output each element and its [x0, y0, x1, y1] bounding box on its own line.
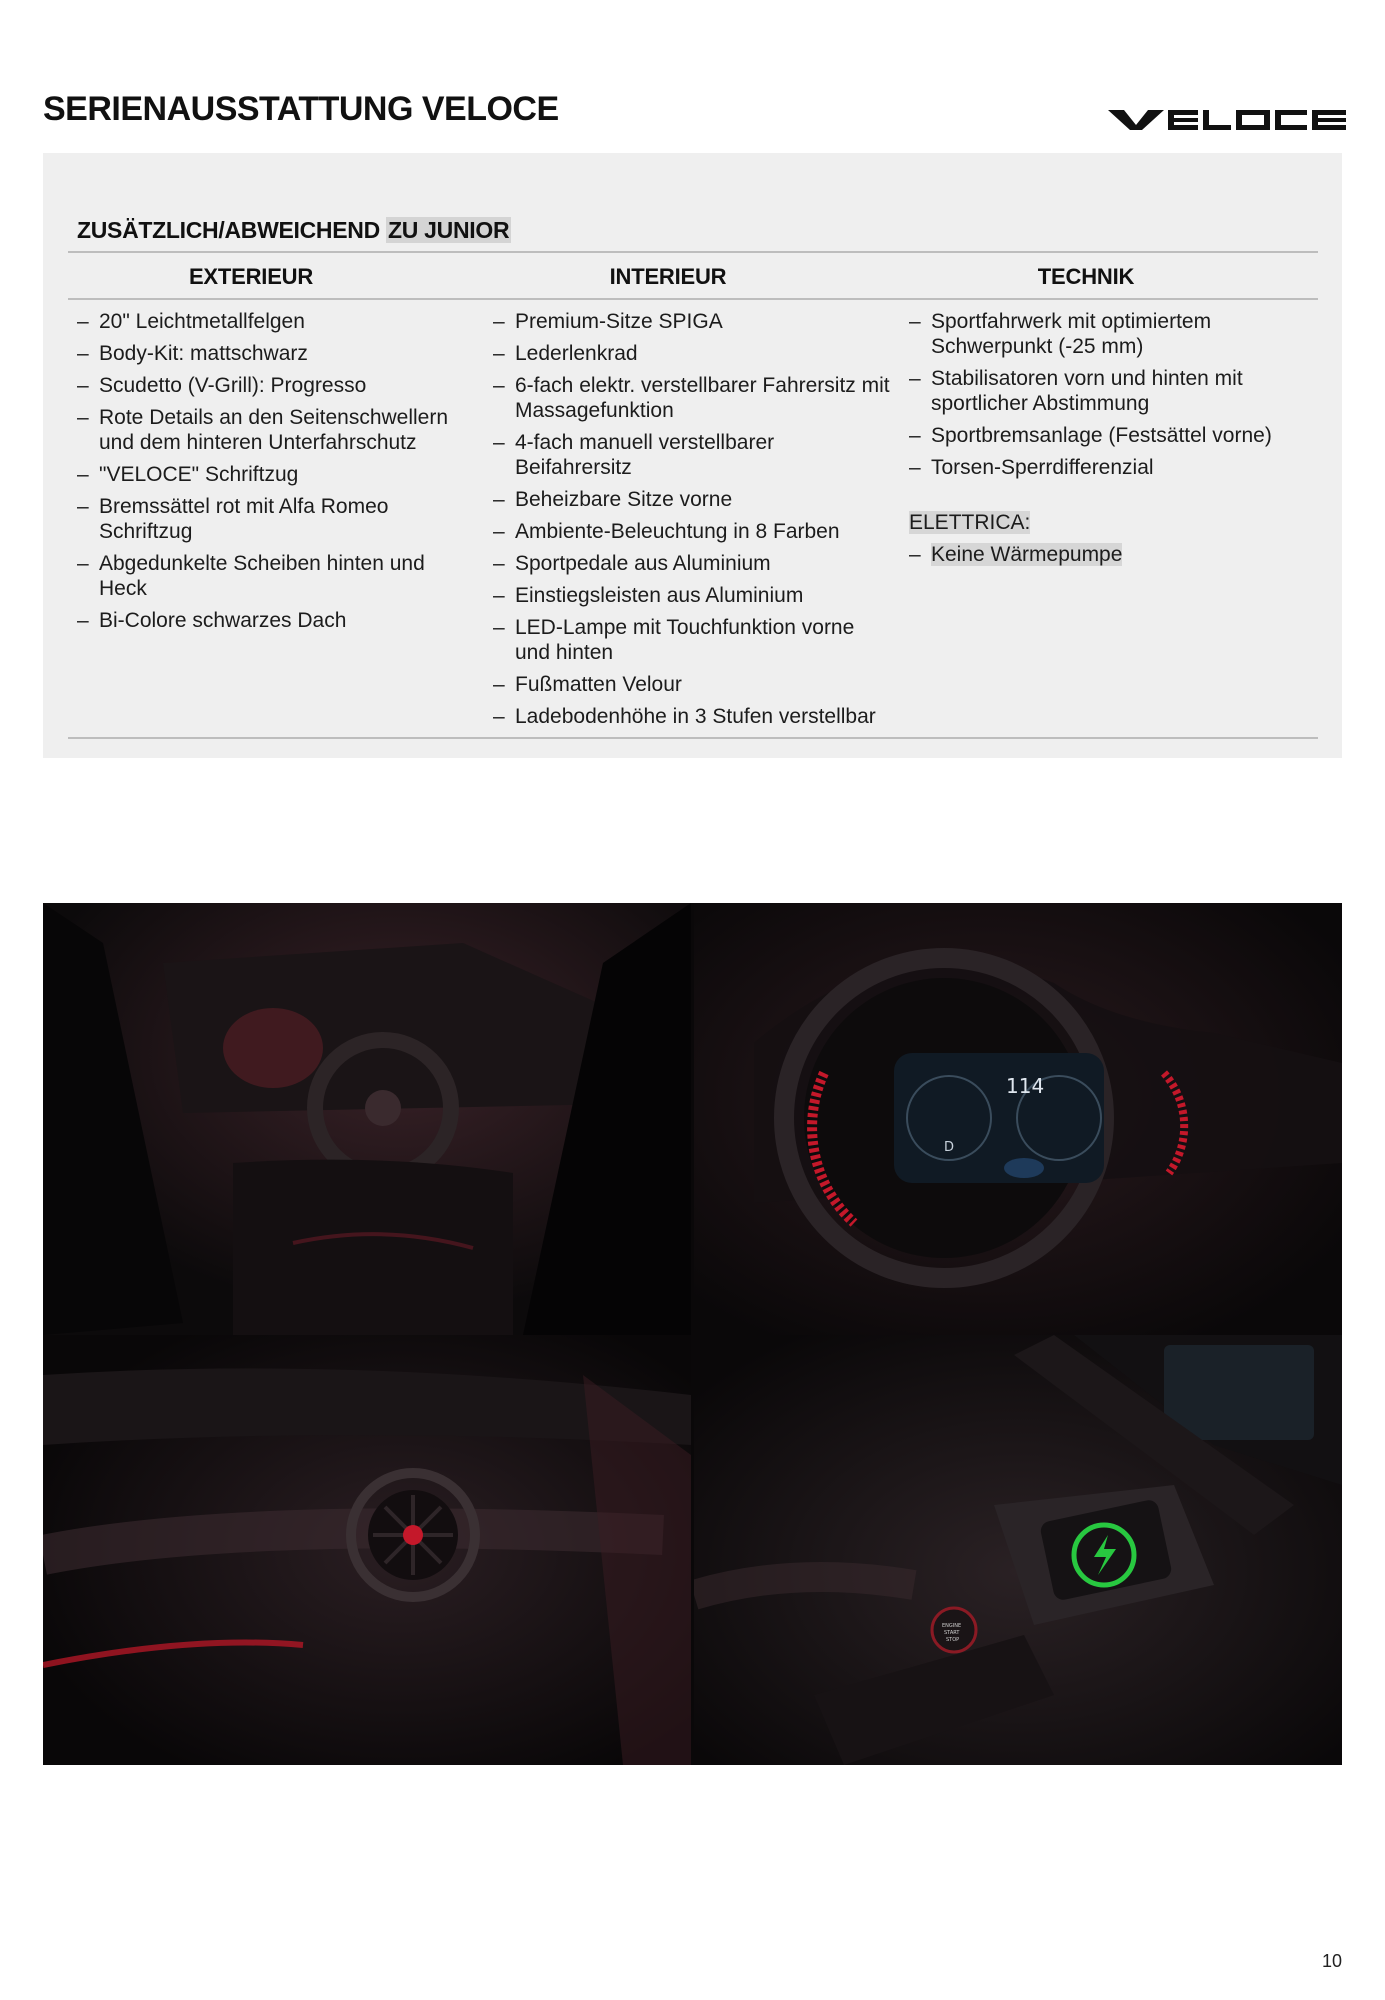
list-item: – Body-Kit: mattschwarz [77, 341, 457, 366]
elettrica-label: ELETTRICA: [909, 511, 1031, 534]
list-exterieur [77, 309, 457, 640]
section-heading [77, 217, 511, 244]
list-item: – Einstiegsleisten aus Aluminium [493, 583, 891, 608]
list-item: – Lederlenkrad [493, 341, 891, 366]
interior-photo-grid [43, 903, 1342, 1765]
column-title-interieur: INTERIEUR [609, 264, 727, 289]
list-item: – Sportfahrwerk mit optimiertem Schwerpunkt (-25 mm) [909, 309, 1309, 359]
page-number: 10 [1322, 1951, 1343, 1971]
list-item: – Sportpedale aus Aluminium [493, 551, 891, 576]
photo-air-vent [43, 1335, 691, 1765]
column-title-exterieur: EXTERIEUR [188, 264, 314, 289]
list-item [909, 542, 1309, 567]
start-button-line3: STOP [946, 1637, 960, 1643]
rule-top [68, 251, 1318, 253]
elettrica-item: Keine Wärmepumpe [931, 543, 1123, 566]
list-interieur [493, 309, 891, 736]
list-item: – Stabilisatoren vorn und hinten mit sportlicher Abstimmung [909, 366, 1309, 416]
start-button-line2: START [944, 1630, 960, 1636]
list-technik [909, 309, 1309, 574]
list-item: – Ladebodenhöhe in 3 Stufen verstellbar [493, 704, 891, 729]
photo-cockpit [43, 903, 691, 1335]
start-button-line1: ENGINE [942, 1623, 962, 1629]
list-item: – 6-fach elektr. verstellbarer Fahrersitz mit Massagefunktion [493, 373, 891, 423]
column-title-technik: TECHNIK [1037, 264, 1135, 289]
list-item: – Premium-Sitze SPIGA [493, 309, 891, 334]
list-item: – "VELOCE" Schriftzug [77, 462, 457, 487]
list-item: – Ambiente-Beleuchtung in 8 Farben [493, 519, 891, 544]
list-item: – Scudetto (V-Grill): Progresso [77, 373, 457, 398]
list-subheading [909, 510, 1309, 535]
rule-bottom [68, 737, 1318, 739]
list-item: – LED-Lampe mit Touchfunktion vorne und hinten [493, 615, 891, 665]
page-title: SERIENAUSSTATTUNG VELOCE [43, 90, 559, 128]
equipment-panel [43, 153, 1342, 758]
list-item: – Torsen-Sperrdifferenzial [909, 455, 1309, 480]
cluster-speed-text: 114 [1006, 1074, 1045, 1098]
section-heading-highlight: ZU JUNIOR [388, 217, 510, 243]
veloce-logo [1108, 106, 1346, 132]
cluster-gear-text: D [944, 1140, 955, 1155]
list-item: – Bi-Colore schwarzes Dach [77, 608, 457, 633]
list-item: – 20" Leichtmetallfelgen [77, 309, 457, 334]
photo-center-console [694, 1335, 1342, 1765]
list-item: – 4-fach manuell verstellbarer Beifahrersitz [493, 430, 891, 480]
list-item: – Fußmatten Velour [493, 672, 891, 697]
list-item: – Bremssättel rot mit Alfa Romeo Schriftzug [77, 494, 457, 544]
photo-instrument-cluster [694, 903, 1342, 1335]
list-item: – Rote Details an den Seitenschwellern und dem hinteren Unterfahrschutz [77, 405, 457, 455]
list-item: – Beheizbare Sitze vorne [493, 487, 891, 512]
list-item: – Abgedunkelte Scheiben hinten und Heck [77, 551, 457, 601]
list-item: – Sportbremsanlage (Festsättel vorne) [909, 423, 1309, 448]
section-heading-prefix: ZUSÄTZLICH/ABWEICHEND [77, 217, 386, 243]
rule-header [68, 298, 1318, 300]
